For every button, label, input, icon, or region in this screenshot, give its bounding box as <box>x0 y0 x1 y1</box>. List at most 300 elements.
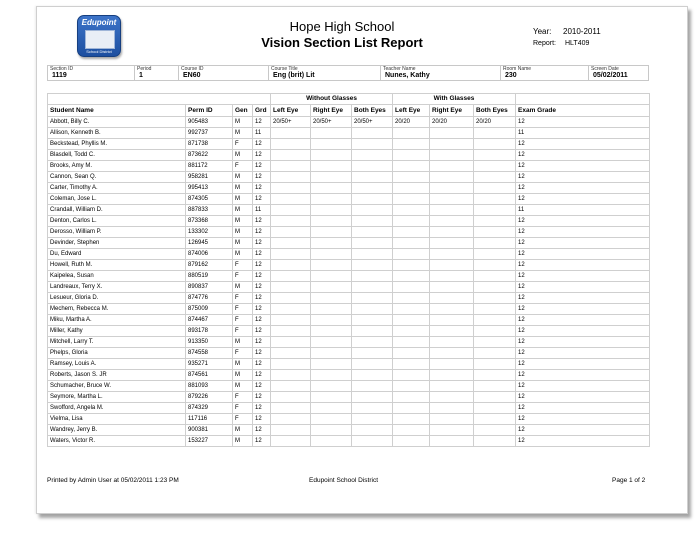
cell-right-eye-with <box>430 227 474 238</box>
cell-gen: F <box>233 414 253 425</box>
cell-right-eye-without <box>311 216 352 227</box>
cell-right-eye-with <box>430 392 474 403</box>
column-header-row <box>48 105 650 117</box>
cell-perm-id: 126945 <box>186 238 233 249</box>
col-both-eyes-without: Both Eyes <box>352 105 393 117</box>
cell-left-eye-with <box>393 293 430 304</box>
info-value: Nunes, Kathy <box>385 72 430 79</box>
cell-student-name: Abbott, Billy C. <box>48 117 186 128</box>
col-right-eye-with: Right Eye <box>430 105 474 117</box>
cell-both-eyes-with <box>474 392 516 403</box>
cell-student-name: Ramsey, Louis A. <box>48 359 186 370</box>
cell-left-eye-without <box>271 326 311 337</box>
cell-perm-id: 879226 <box>186 392 233 403</box>
cell-left-eye-without <box>271 348 311 359</box>
cell-gen: M <box>233 183 253 194</box>
table-row <box>48 227 650 238</box>
cell-grd: 12 <box>253 249 271 260</box>
cell-both-eyes-without <box>352 315 393 326</box>
cell-right-eye-without <box>311 315 352 326</box>
cell-exam-grade: 11 <box>516 128 650 139</box>
cell-right-eye-with <box>430 238 474 249</box>
cell-right-eye-without <box>311 150 352 161</box>
cell-right-eye-with <box>430 282 474 293</box>
cell-grd: 12 <box>253 172 271 183</box>
cell-gen: F <box>233 260 253 271</box>
cell-right-eye-with <box>430 436 474 447</box>
cell-left-eye-without <box>271 205 311 216</box>
cell-both-eyes-with <box>474 260 516 271</box>
cell-both-eyes-with <box>474 205 516 216</box>
info-label: Course ID <box>181 66 204 72</box>
info-label: Course Title <box>271 66 298 72</box>
cell-gen: M <box>233 238 253 249</box>
cell-grd: 12 <box>253 436 271 447</box>
cell-perm-id: 992737 <box>186 128 233 139</box>
cell-student-name: Devinder, Stephen <box>48 238 186 249</box>
cell-perm-id: 871738 <box>186 139 233 150</box>
cell-right-eye-with <box>430 414 474 425</box>
cell-perm-id: 881172 <box>186 161 233 172</box>
cell-left-eye-without <box>271 392 311 403</box>
cell-exam-grade: 12 <box>516 271 650 282</box>
cell-left-eye-with <box>393 304 430 315</box>
year-value: 2010-2011 <box>563 27 601 36</box>
cell-left-eye-without <box>271 337 311 348</box>
col-grd: Grd <box>253 105 271 117</box>
cell-right-eye-with <box>430 205 474 216</box>
cell-both-eyes-with <box>474 304 516 315</box>
cell-perm-id: 117116 <box>186 414 233 425</box>
report-page <box>36 6 688 514</box>
cell-perm-id: 881093 <box>186 381 233 392</box>
cell-perm-id: 887833 <box>186 205 233 216</box>
cell-exam-grade: 12 <box>516 249 650 260</box>
cell-left-eye-without <box>271 139 311 150</box>
col-right-eye-without: Right Eye <box>311 105 352 117</box>
cell-exam-grade: 12 <box>516 403 650 414</box>
table-row <box>48 304 650 315</box>
cell-student-name: Roberts, Jason S. JR <box>48 370 186 381</box>
col-left-eye-without: Left Eye <box>271 105 311 117</box>
cell-exam-grade: 12 <box>516 139 650 150</box>
table-row <box>48 348 650 359</box>
cell-left-eye-without <box>271 381 311 392</box>
cell-both-eyes-without <box>352 260 393 271</box>
cell-right-eye-with <box>430 161 474 172</box>
cell-right-eye-without <box>311 161 352 172</box>
cell-exam-grade: 12 <box>516 293 650 304</box>
cell-grd: 12 <box>253 117 271 128</box>
cell-grd: 12 <box>253 271 271 282</box>
cell-right-eye-without <box>311 227 352 238</box>
cell-perm-id: 874467 <box>186 315 233 326</box>
cell-left-eye-with <box>393 161 430 172</box>
district-name: Edupoint School District <box>309 477 379 484</box>
cell-perm-id: 879162 <box>186 260 233 271</box>
cell-student-name: Waters, Victor R. <box>48 436 186 447</box>
year-label: Year: <box>533 27 552 36</box>
cell-grd: 12 <box>253 337 271 348</box>
cell-both-eyes-without <box>352 227 393 238</box>
info-section-id <box>48 66 134 80</box>
cell-left-eye-without <box>271 436 311 447</box>
cell-student-name: Wandrey, Jerry B. <box>48 425 186 436</box>
cell-exam-grade: 12 <box>516 172 650 183</box>
cell-grd: 12 <box>253 370 271 381</box>
cell-student-name: Beckstead, Phyllis M. <box>48 139 186 150</box>
cell-gen: M <box>233 249 253 260</box>
cell-perm-id: 958281 <box>186 172 233 183</box>
cell-exam-grade: 12 <box>516 436 650 447</box>
cell-both-eyes-without <box>352 249 393 260</box>
cell-both-eyes-with <box>474 282 516 293</box>
info-value: 1 <box>139 72 143 79</box>
cell-grd: 12 <box>253 183 271 194</box>
cell-perm-id: 874006 <box>186 249 233 260</box>
cell-left-eye-without <box>271 183 311 194</box>
cell-gen: F <box>233 161 253 172</box>
cell-grd: 12 <box>253 326 271 337</box>
cell-student-name: Brooks, Amy M. <box>48 161 186 172</box>
cell-right-eye-with <box>430 260 474 271</box>
cell-student-name: Lesueur, Gloria D. <box>48 293 186 304</box>
cell-left-eye-without <box>271 194 311 205</box>
cell-right-eye-with <box>430 337 474 348</box>
cell-right-eye-without <box>311 194 352 205</box>
cell-both-eyes-without <box>352 150 393 161</box>
cell-right-eye-with <box>430 326 474 337</box>
info-room-name <box>500 66 588 80</box>
cell-right-eye-with <box>430 348 474 359</box>
col-both-eyes-with: Both Eyes <box>474 105 516 117</box>
cell-right-eye-without <box>311 304 352 315</box>
cell-grd: 12 <box>253 238 271 249</box>
cell-right-eye-with: 20/20 <box>430 117 474 128</box>
cell-perm-id: 873368 <box>186 216 233 227</box>
cell-left-eye-with <box>393 315 430 326</box>
cell-exam-grade: 12 <box>516 282 650 293</box>
report-value: HLT409 <box>565 40 590 47</box>
cell-right-eye-with <box>430 216 474 227</box>
cell-right-eye-without <box>311 370 352 381</box>
cell-grd: 12 <box>253 381 271 392</box>
cell-left-eye-without <box>271 161 311 172</box>
cell-perm-id: 905483 <box>186 117 233 128</box>
cell-student-name: Howell, Ruth M. <box>48 260 186 271</box>
cell-student-name: Mechem, Rebecca M. <box>48 304 186 315</box>
table-row <box>48 238 650 249</box>
cell-gen: M <box>233 117 253 128</box>
cell-left-eye-with <box>393 337 430 348</box>
cell-left-eye-with <box>393 260 430 271</box>
info-label: Room Name <box>503 66 532 72</box>
cell-left-eye-without <box>271 271 311 282</box>
cell-exam-grade: 12 <box>516 425 650 436</box>
with-glasses-header: With Glasses <box>393 94 516 105</box>
cell-exam-grade: 12 <box>516 161 650 172</box>
col-perm-id: Perm ID <box>186 105 233 117</box>
table-row <box>48 392 650 403</box>
cell-perm-id: 875009 <box>186 304 233 315</box>
cell-left-eye-with <box>393 414 430 425</box>
vision-screening-table <box>47 93 650 447</box>
cell-grd: 12 <box>253 403 271 414</box>
cell-left-eye-with <box>393 436 430 447</box>
cell-left-eye-with <box>393 370 430 381</box>
cell-exam-grade: 12 <box>516 337 650 348</box>
info-course-title <box>268 66 380 80</box>
cell-both-eyes-without <box>352 183 393 194</box>
cell-right-eye-with <box>430 293 474 304</box>
cell-student-name: Vielma, Lisa <box>48 414 186 425</box>
cell-both-eyes-with <box>474 425 516 436</box>
cell-right-eye-without <box>311 128 352 139</box>
cell-right-eye-without <box>311 260 352 271</box>
cell-left-eye-without <box>271 216 311 227</box>
table-row <box>48 359 650 370</box>
cell-left-eye-with <box>393 194 430 205</box>
cell-perm-id: 900381 <box>186 425 233 436</box>
cell-both-eyes-with <box>474 238 516 249</box>
cell-both-eyes-without <box>352 139 393 150</box>
cell-right-eye-without <box>311 348 352 359</box>
table-row <box>48 161 650 172</box>
cell-both-eyes-with <box>474 315 516 326</box>
cell-gen: F <box>233 139 253 150</box>
cell-both-eyes-without <box>352 205 393 216</box>
cell-gen: M <box>233 359 253 370</box>
table-row <box>48 326 650 337</box>
cell-both-eyes-without <box>352 403 393 414</box>
cell-grd: 12 <box>253 216 271 227</box>
cell-gen: F <box>233 271 253 282</box>
cell-both-eyes-with <box>474 348 516 359</box>
col-exam-grade: Exam Grade <box>516 105 650 117</box>
table-body <box>48 117 650 447</box>
cell-perm-id: 874776 <box>186 293 233 304</box>
col-gen: Gen <box>233 105 253 117</box>
cell-left-eye-with <box>393 271 430 282</box>
cell-student-name: Blasdell, Todd C. <box>48 150 186 161</box>
cell-both-eyes-with <box>474 161 516 172</box>
cell-exam-grade: 12 <box>516 117 650 128</box>
cell-both-eyes-without <box>352 282 393 293</box>
cell-student-name: Swofford, Angela M. <box>48 403 186 414</box>
cell-left-eye-with <box>393 282 430 293</box>
cell-right-eye-with <box>430 139 474 150</box>
cell-gen: M <box>233 227 253 238</box>
cell-student-name: Mitchell, Larry T. <box>48 337 186 348</box>
cell-both-eyes-without <box>352 425 393 436</box>
cell-exam-grade: 12 <box>516 194 650 205</box>
cell-exam-grade: 12 <box>516 392 650 403</box>
cell-right-eye-with <box>430 359 474 370</box>
cell-both-eyes-without <box>352 194 393 205</box>
cell-grd: 12 <box>253 359 271 370</box>
cell-grd: 11 <box>253 128 271 139</box>
cell-both-eyes-with <box>474 271 516 282</box>
cell-grd: 12 <box>253 161 271 172</box>
cell-grd: 12 <box>253 414 271 425</box>
cell-perm-id: 995413 <box>186 183 233 194</box>
cell-exam-grade: 12 <box>516 183 650 194</box>
cell-left-eye-with <box>393 183 430 194</box>
cell-right-eye-without <box>311 271 352 282</box>
cell-perm-id: 913350 <box>186 337 233 348</box>
cell-gen: M <box>233 370 253 381</box>
cell-right-eye-with <box>430 403 474 414</box>
cell-grd: 12 <box>253 293 271 304</box>
info-label: Section ID <box>50 66 74 72</box>
cell-left-eye-with <box>393 227 430 238</box>
cell-student-name: Miku, Martha A. <box>48 315 186 326</box>
table-row <box>48 194 650 205</box>
info-teacher-name <box>380 66 500 80</box>
table-row <box>48 315 650 326</box>
cell-both-eyes-with <box>474 150 516 161</box>
cell-left-eye-without <box>271 370 311 381</box>
cell-both-eyes-with <box>474 183 516 194</box>
cell-both-eyes-with <box>474 359 516 370</box>
info-label: Screen Date <box>591 66 619 72</box>
info-label: Teacher Name <box>383 66 416 72</box>
cell-right-eye-without <box>311 172 352 183</box>
cell-gen: F <box>233 348 253 359</box>
cell-both-eyes-with <box>474 436 516 447</box>
table-row <box>48 260 650 271</box>
page-number: Page 1 of 2 <box>612 477 646 484</box>
cell-exam-grade: 12 <box>516 348 650 359</box>
cell-right-eye-without <box>311 381 352 392</box>
cell-left-eye-without <box>271 282 311 293</box>
cell-right-eye-with <box>430 315 474 326</box>
cell-exam-grade: 12 <box>516 227 650 238</box>
cell-both-eyes-without <box>352 216 393 227</box>
report-label: Report: <box>533 40 556 47</box>
cell-left-eye-without <box>271 414 311 425</box>
info-label: Period <box>137 66 152 72</box>
info-value: EN60 <box>183 72 201 79</box>
cell-gen: F <box>233 392 253 403</box>
cell-left-eye-without <box>271 260 311 271</box>
cell-exam-grade: 12 <box>516 370 650 381</box>
cell-both-eyes-without <box>352 436 393 447</box>
cell-both-eyes-with <box>474 381 516 392</box>
cell-grd: 12 <box>253 150 271 161</box>
cell-both-eyes-with <box>474 227 516 238</box>
cell-gen: M <box>233 425 253 436</box>
cell-right-eye-with <box>430 304 474 315</box>
table-row <box>48 117 650 128</box>
cell-perm-id: 874329 <box>186 403 233 414</box>
info-period <box>134 66 178 80</box>
cell-left-eye-with <box>393 216 430 227</box>
cell-gen: F <box>233 326 253 337</box>
logo-sub-text: School District <box>86 49 112 54</box>
cell-left-eye-with: 20/20 <box>393 117 430 128</box>
cell-perm-id: 890837 <box>186 282 233 293</box>
section-info-bar <box>47 65 649 81</box>
cell-right-eye-with <box>430 183 474 194</box>
cell-right-eye-without <box>311 359 352 370</box>
cell-grd: 12 <box>253 194 271 205</box>
cell-student-name: Schumacher, Bruce W. <box>48 381 186 392</box>
report-title: Vision Section List Report <box>261 35 423 50</box>
table-row <box>48 128 650 139</box>
cell-both-eyes-with <box>474 414 516 425</box>
group-header-blank <box>48 94 271 105</box>
cell-right-eye-without <box>311 139 352 150</box>
cell-exam-grade: 12 <box>516 238 650 249</box>
cell-gen: M <box>233 337 253 348</box>
cell-exam-grade: 12 <box>516 326 650 337</box>
cell-right-eye-without <box>311 403 352 414</box>
cell-both-eyes-with <box>474 326 516 337</box>
cell-student-name: Seymore, Martha L. <box>48 392 186 403</box>
cell-grd: 12 <box>253 282 271 293</box>
cell-student-name: Derosso, William P. <box>48 227 186 238</box>
cell-right-eye-with <box>430 150 474 161</box>
cell-student-name: Denton, Carlos L. <box>48 216 186 227</box>
cell-student-name: Du, Edward <box>48 249 186 260</box>
cell-exam-grade: 12 <box>516 216 650 227</box>
cell-both-eyes-with: 20/20 <box>474 117 516 128</box>
cell-right-eye-without <box>311 293 352 304</box>
cell-perm-id: 874561 <box>186 370 233 381</box>
cell-gen: M <box>233 128 253 139</box>
cell-both-eyes-with <box>474 293 516 304</box>
cell-exam-grade: 12 <box>516 359 650 370</box>
cell-gen: M <box>233 194 253 205</box>
cell-both-eyes-without: 20/50+ <box>352 117 393 128</box>
cell-gen: M <box>233 205 253 216</box>
cell-student-name: Allison, Kenneth B. <box>48 128 186 139</box>
info-value: Eng (brit) Lit <box>273 72 315 79</box>
cell-both-eyes-without <box>352 337 393 348</box>
cell-both-eyes-without <box>352 381 393 392</box>
cell-grd: 12 <box>253 139 271 150</box>
cell-both-eyes-without <box>352 359 393 370</box>
cell-left-eye-with <box>393 348 430 359</box>
cell-left-eye-without <box>271 315 311 326</box>
cell-exam-grade: 12 <box>516 381 650 392</box>
group-header-blank <box>516 94 650 105</box>
cell-both-eyes-without <box>352 326 393 337</box>
cell-exam-grade: 11 <box>516 205 650 216</box>
cell-left-eye-with <box>393 238 430 249</box>
cell-left-eye-without <box>271 249 311 260</box>
cell-left-eye-without: 20/50+ <box>271 117 311 128</box>
cell-both-eyes-with <box>474 337 516 348</box>
cell-left-eye-with <box>393 381 430 392</box>
cell-left-eye-without <box>271 304 311 315</box>
cell-gen: F <box>233 315 253 326</box>
cell-perm-id: 874558 <box>186 348 233 359</box>
cell-left-eye-without <box>271 227 311 238</box>
info-screen-date <box>588 66 650 80</box>
cell-student-name: Kaipelea, Susan <box>48 271 186 282</box>
table-row <box>48 337 650 348</box>
cell-both-eyes-without <box>352 271 393 282</box>
cell-perm-id: 133302 <box>186 227 233 238</box>
col-student-name: Student Name <box>48 105 186 117</box>
info-value: 230 <box>505 72 517 79</box>
table-row <box>48 271 650 282</box>
cell-student-name: Crandall, William D. <box>48 205 186 216</box>
cell-gen: M <box>233 381 253 392</box>
cell-both-eyes-with <box>474 216 516 227</box>
